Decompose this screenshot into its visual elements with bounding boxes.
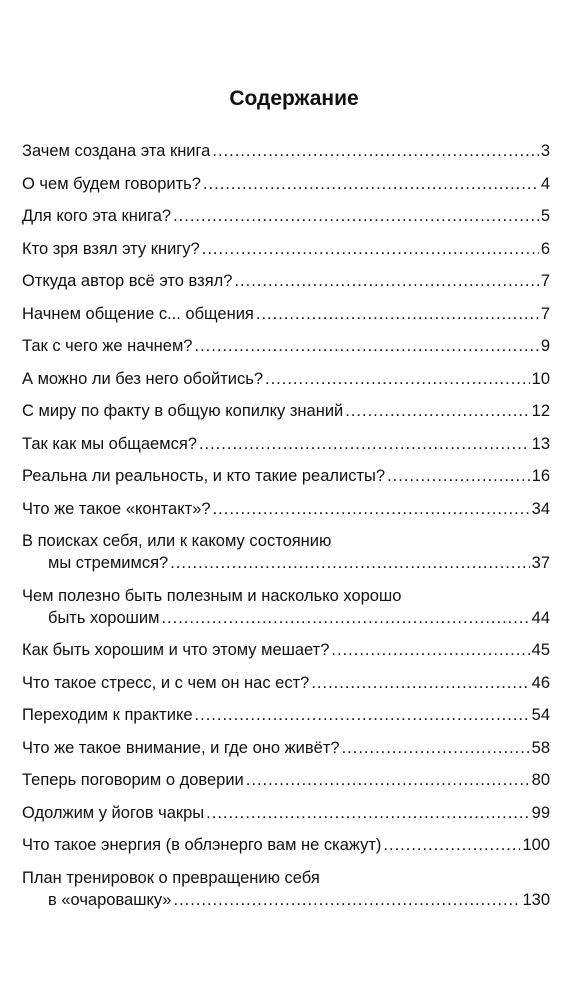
toc-entry-row — [22, 335, 550, 357]
toc-entry-page-number: 80 — [531, 771, 550, 789]
toc-entry-page-number: 6 — [540, 239, 550, 258]
toc-entry-row — [22, 368, 550, 390]
toc-entry — [22, 867, 550, 911]
toc-entry-title: Что же такое «контакт»? — [22, 499, 211, 518]
dot-leader — [173, 889, 520, 911]
toc-entry-page-number: 46 — [531, 673, 550, 692]
toc-entry-title: А можно ли без него обойтись? — [22, 369, 264, 388]
toc-entry — [22, 238, 550, 260]
toc-entry-title-line1: Чем полезно быть полезным и насколько хорошо — [22, 586, 402, 605]
toc-entry-page-number: 4 — [540, 174, 550, 193]
toc-entry — [22, 737, 550, 759]
toc-entry-title: Начнем общение с... общения — [22, 304, 254, 323]
toc-entry-row — [22, 552, 550, 574]
toc-entry-row — [22, 802, 550, 824]
toc-entry-page-number: 100 — [522, 836, 550, 854]
toc-entry-title: Откуда автор всё это взял? — [22, 272, 233, 290]
toc-entry-row — [22, 498, 550, 520]
dot-leader — [199, 433, 530, 455]
toc-entry — [22, 335, 550, 357]
toc-entry-page-number: 9 — [540, 337, 550, 355]
dot-leader — [311, 672, 529, 694]
toc-entry — [22, 140, 550, 162]
toc-entry-row — [22, 173, 550, 195]
toc-entry-row — [22, 140, 550, 162]
toc-entry-title: Для кого эта книга? — [22, 207, 172, 225]
toc-entry — [22, 498, 550, 520]
table-of-contents — [22, 140, 550, 921]
toc-entry-page-number: 7 — [540, 304, 550, 323]
toc-entry-page-number: 45 — [531, 641, 550, 659]
toc-entry-title-line1: В поисках себя, или к какому состоянию — [22, 532, 332, 550]
toc-entry — [22, 368, 550, 390]
toc-entry-row — [22, 607, 550, 629]
toc-entry — [22, 173, 550, 195]
toc-entry-title: Так с чего же начнем? — [22, 337, 193, 355]
toc-entry-page-number: 13 — [531, 434, 550, 453]
toc-entry-page-number: 130 — [522, 890, 550, 909]
toc-entry-page-number: 5 — [540, 207, 550, 225]
toc-entry-title: Переходим к практике — [22, 706, 193, 724]
toc-entry-row — [22, 769, 550, 791]
dot-leader — [213, 498, 530, 520]
toc-entry-title: мы стремимся? — [48, 554, 169, 572]
toc-entry-page-number: 34 — [531, 499, 550, 518]
toc-entry-row — [22, 889, 550, 911]
toc-entry — [22, 585, 550, 629]
dot-leader — [195, 704, 530, 726]
toc-entry — [22, 303, 550, 325]
toc-entry-title: Что такое энергия (в облэнерго вам не скажут) — [22, 836, 382, 854]
toc-entry — [22, 270, 550, 292]
toc-entry-page-number: 7 — [540, 272, 550, 290]
toc-entry-title: О чем будем говорить? — [22, 174, 201, 193]
toc-entry-page-number: 37 — [531, 554, 550, 572]
toc-entry-page-number: 12 — [531, 402, 550, 420]
toc-entry — [22, 530, 550, 574]
toc-entry-title: Теперь поговорим о доверии — [22, 771, 244, 789]
dot-leader — [345, 400, 529, 422]
toc-entry-title: Одолжим у йогов чакры — [22, 803, 205, 822]
toc-entry-page-number: 54 — [531, 706, 550, 724]
toc-entry — [22, 205, 550, 227]
toc-entry-page-number: 99 — [531, 803, 550, 822]
dot-leader — [234, 270, 538, 292]
toc-entry-row — [22, 270, 550, 292]
toc-entry — [22, 465, 550, 487]
toc-entry-page-number: 10 — [531, 369, 550, 388]
toc-entry-row — [22, 433, 550, 455]
toc-entry-row — [22, 834, 550, 856]
dot-leader — [194, 335, 538, 357]
toc-entry-row — [22, 238, 550, 260]
toc-entry — [22, 400, 550, 422]
dot-leader — [387, 465, 530, 487]
dot-leader — [161, 607, 529, 629]
toc-entry — [22, 769, 550, 791]
toc-entry-row — [22, 303, 550, 325]
toc-entry-title: быть хорошим — [48, 608, 160, 627]
toc-entry-title: Так как мы общаемся? — [22, 434, 197, 453]
dot-leader — [383, 834, 520, 856]
toc-entry — [22, 639, 550, 661]
toc-entry — [22, 834, 550, 856]
toc-entry — [22, 704, 550, 726]
dot-leader — [212, 140, 538, 162]
toc-entry — [22, 672, 550, 694]
dot-leader — [246, 769, 530, 791]
toc-entry-title: С миру по факту в общую копилку знаний — [22, 402, 344, 420]
dot-leader — [173, 205, 539, 227]
page-title: Содержание — [229, 87, 359, 110]
toc-entry-title: в «очаровашку» — [48, 890, 172, 909]
toc-entry — [22, 433, 550, 455]
toc-entry-title: Реальна ли реальность, и кто такие реалисты? — [22, 467, 386, 485]
dot-leader — [342, 737, 530, 759]
toc-entry-title: Кто зря взял эту книгу? — [22, 239, 200, 258]
dot-leader — [256, 303, 539, 325]
toc-entry-title: Что же такое внимание, и где оно живёт? — [22, 738, 340, 757]
toc-entry-row — [22, 737, 550, 759]
toc-entry-row — [22, 400, 550, 422]
toc-entry-title: Как быть хорошим и что этому мешает? — [22, 641, 330, 659]
dot-leader — [265, 368, 530, 390]
toc-entry-page-number: 44 — [531, 608, 550, 627]
dot-leader — [202, 238, 539, 260]
toc-entry-row — [22, 205, 550, 227]
dot-leader — [203, 173, 539, 195]
toc-entry-title-line1: План тренировок о превращению себя — [22, 868, 320, 887]
toc-entry-title: Зачем создана эта книга — [22, 142, 211, 160]
toc-entry-title: Что такое стресс, и с чем он нас ест? — [22, 673, 310, 692]
toc-entry-row — [22, 465, 550, 487]
dot-leader — [170, 552, 529, 574]
toc-entry-row — [22, 704, 550, 726]
toc-entry-page-number: 3 — [540, 142, 550, 160]
toc-entry — [22, 802, 550, 824]
toc-entry-row — [22, 672, 550, 694]
toc-entry-row — [22, 639, 550, 661]
toc-entry-page-number: 16 — [531, 467, 550, 485]
toc-entry-page-number: 58 — [531, 738, 550, 757]
dot-leader — [331, 639, 529, 661]
dot-leader — [206, 802, 529, 824]
